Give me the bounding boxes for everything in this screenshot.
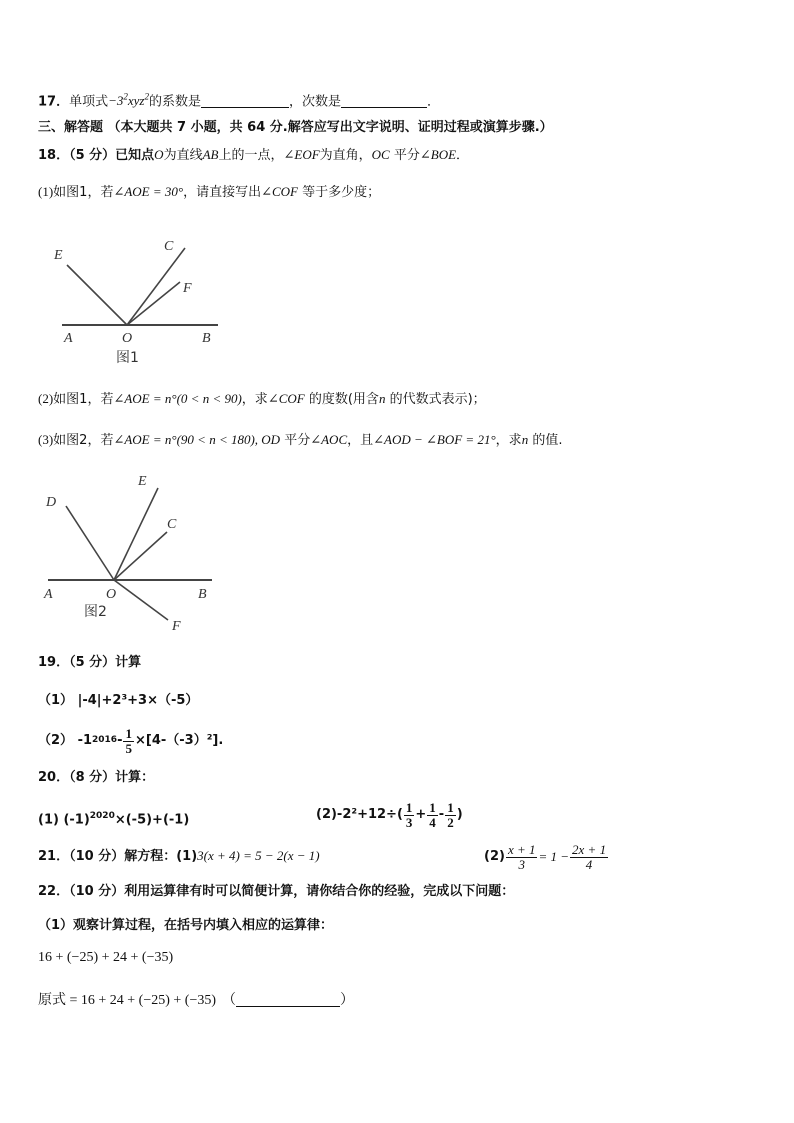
fig1-label-C: C	[164, 239, 174, 254]
answer-blank-law[interactable]	[236, 992, 340, 1007]
fraction-1: $\frac{1}{3}$	[405, 799, 413, 830]
figure-2	[40, 470, 230, 640]
fig2-label-B: B	[198, 587, 207, 602]
fraction-2x-plus-1-over-4: $\frac{2x + 1}{4}$	[572, 841, 607, 872]
figure-1	[40, 228, 240, 373]
q22-part-1: （1）观察计算过程，在括号内填入相应的运算律：	[38, 918, 334, 933]
fraction-one-fifth: $\frac{1}{5}$	[125, 725, 132, 756]
fig1-label-E: E	[54, 248, 63, 263]
q18-part-3: (3)如图2，若∠AOE = n°(90 < n < 180), OD 平分∠AOC，且∠AOD − ∠BOF = 21°，求n 的值.	[38, 432, 563, 448]
answer-blank-degree[interactable]	[341, 93, 427, 108]
fig1-label-B: B	[202, 331, 211, 346]
fraction-3: $\frac{1}{2}$	[447, 799, 454, 830]
fig2-label-D: D	[46, 495, 57, 510]
fig2-label-C: C	[167, 517, 177, 532]
q20-part-2: (2)-2²+12÷( $\frac{1}{3}$ + $\frac{1}{4}$ - $\frac{1}{2}$ )	[316, 799, 463, 830]
fig2-label-E: E	[138, 474, 147, 489]
ray-OE-2	[114, 488, 158, 580]
fig1-caption: 图1	[116, 350, 139, 366]
q19-part-1: （1） |-4|+2³+3×（-5）	[38, 693, 199, 708]
fig1-label-F: F	[183, 281, 192, 296]
q20-part-1: (1) $(-1)^{2020}\times(-5)+(-1)$	[38, 811, 190, 828]
ray-OF-2	[114, 580, 168, 620]
fig2-label-O: O	[106, 587, 117, 602]
fraction-x-plus-1-over-3: $\frac{x + 1}{3}$	[507, 841, 536, 872]
question-17: 17．单项式$-3^2xyz^2$的系数是 ，次数是 ．	[38, 92, 441, 110]
ray-OC	[127, 248, 185, 325]
question-20-head: 20．（8 分）计算：	[38, 770, 155, 785]
fig1-label-O: O	[122, 331, 133, 346]
section-heading: 三、解答题 （本大题共 7 小题，共 64 分.解答应写出文字说明、证明过程或演算步骤.）	[38, 120, 553, 135]
q17-number: 17．	[38, 94, 70, 110]
ray-OE	[67, 265, 127, 325]
fig2-caption: 图2	[84, 604, 107, 620]
question-22-head: 22．（10 分）利用运算律有时可以简便计算，请你结合你的经验，完成以下问题：	[38, 884, 515, 899]
ray-OF	[127, 282, 180, 325]
fig2-label-A: A	[44, 587, 53, 602]
q18-part-1: (1)如图1，若∠AOE = 30°，请直接写出∠COF 等于多少度；	[38, 184, 381, 200]
question-21: 21．（10 分）解方程：(1)3(x + 4) = 5 − 2(x − 1)	[38, 848, 320, 864]
q22-expression-2: 原式 = 16 + 24 + (−25) + (−35) （ ）	[38, 993, 355, 1008]
fig1-label-A: A	[64, 331, 73, 346]
q21-part-2: (2) $\frac{x + 1}{3}$ = 1 − $\frac{2x + 1}{4}$	[484, 841, 607, 872]
fig2-label-F: F	[172, 619, 181, 634]
question-19-head: 19．（5 分）计算	[38, 655, 142, 670]
ray-OC-2	[114, 532, 167, 580]
q19-part-2: （2） -1 2016 - $\frac{1}{5}$ ×[4-（-3）²].	[38, 725, 224, 756]
ray-OD	[66, 506, 114, 580]
q22-expression-1: 16 + (−25) + 24 + (−35)	[38, 950, 174, 965]
fraction-2: $\frac{1}{4}$	[429, 799, 436, 830]
question-18-head: 18．（5 分）已知点O为直线AB上的一点，∠EOF为直角，OC 平分∠BOE．	[38, 147, 470, 163]
answer-blank-coefficient[interactable]	[201, 93, 289, 108]
q18-part-2: (2)如图1，若∠AOE = n°(0 < n < 90)，求∠COF 的度数(用含n 的代数式表示)；	[38, 391, 486, 407]
